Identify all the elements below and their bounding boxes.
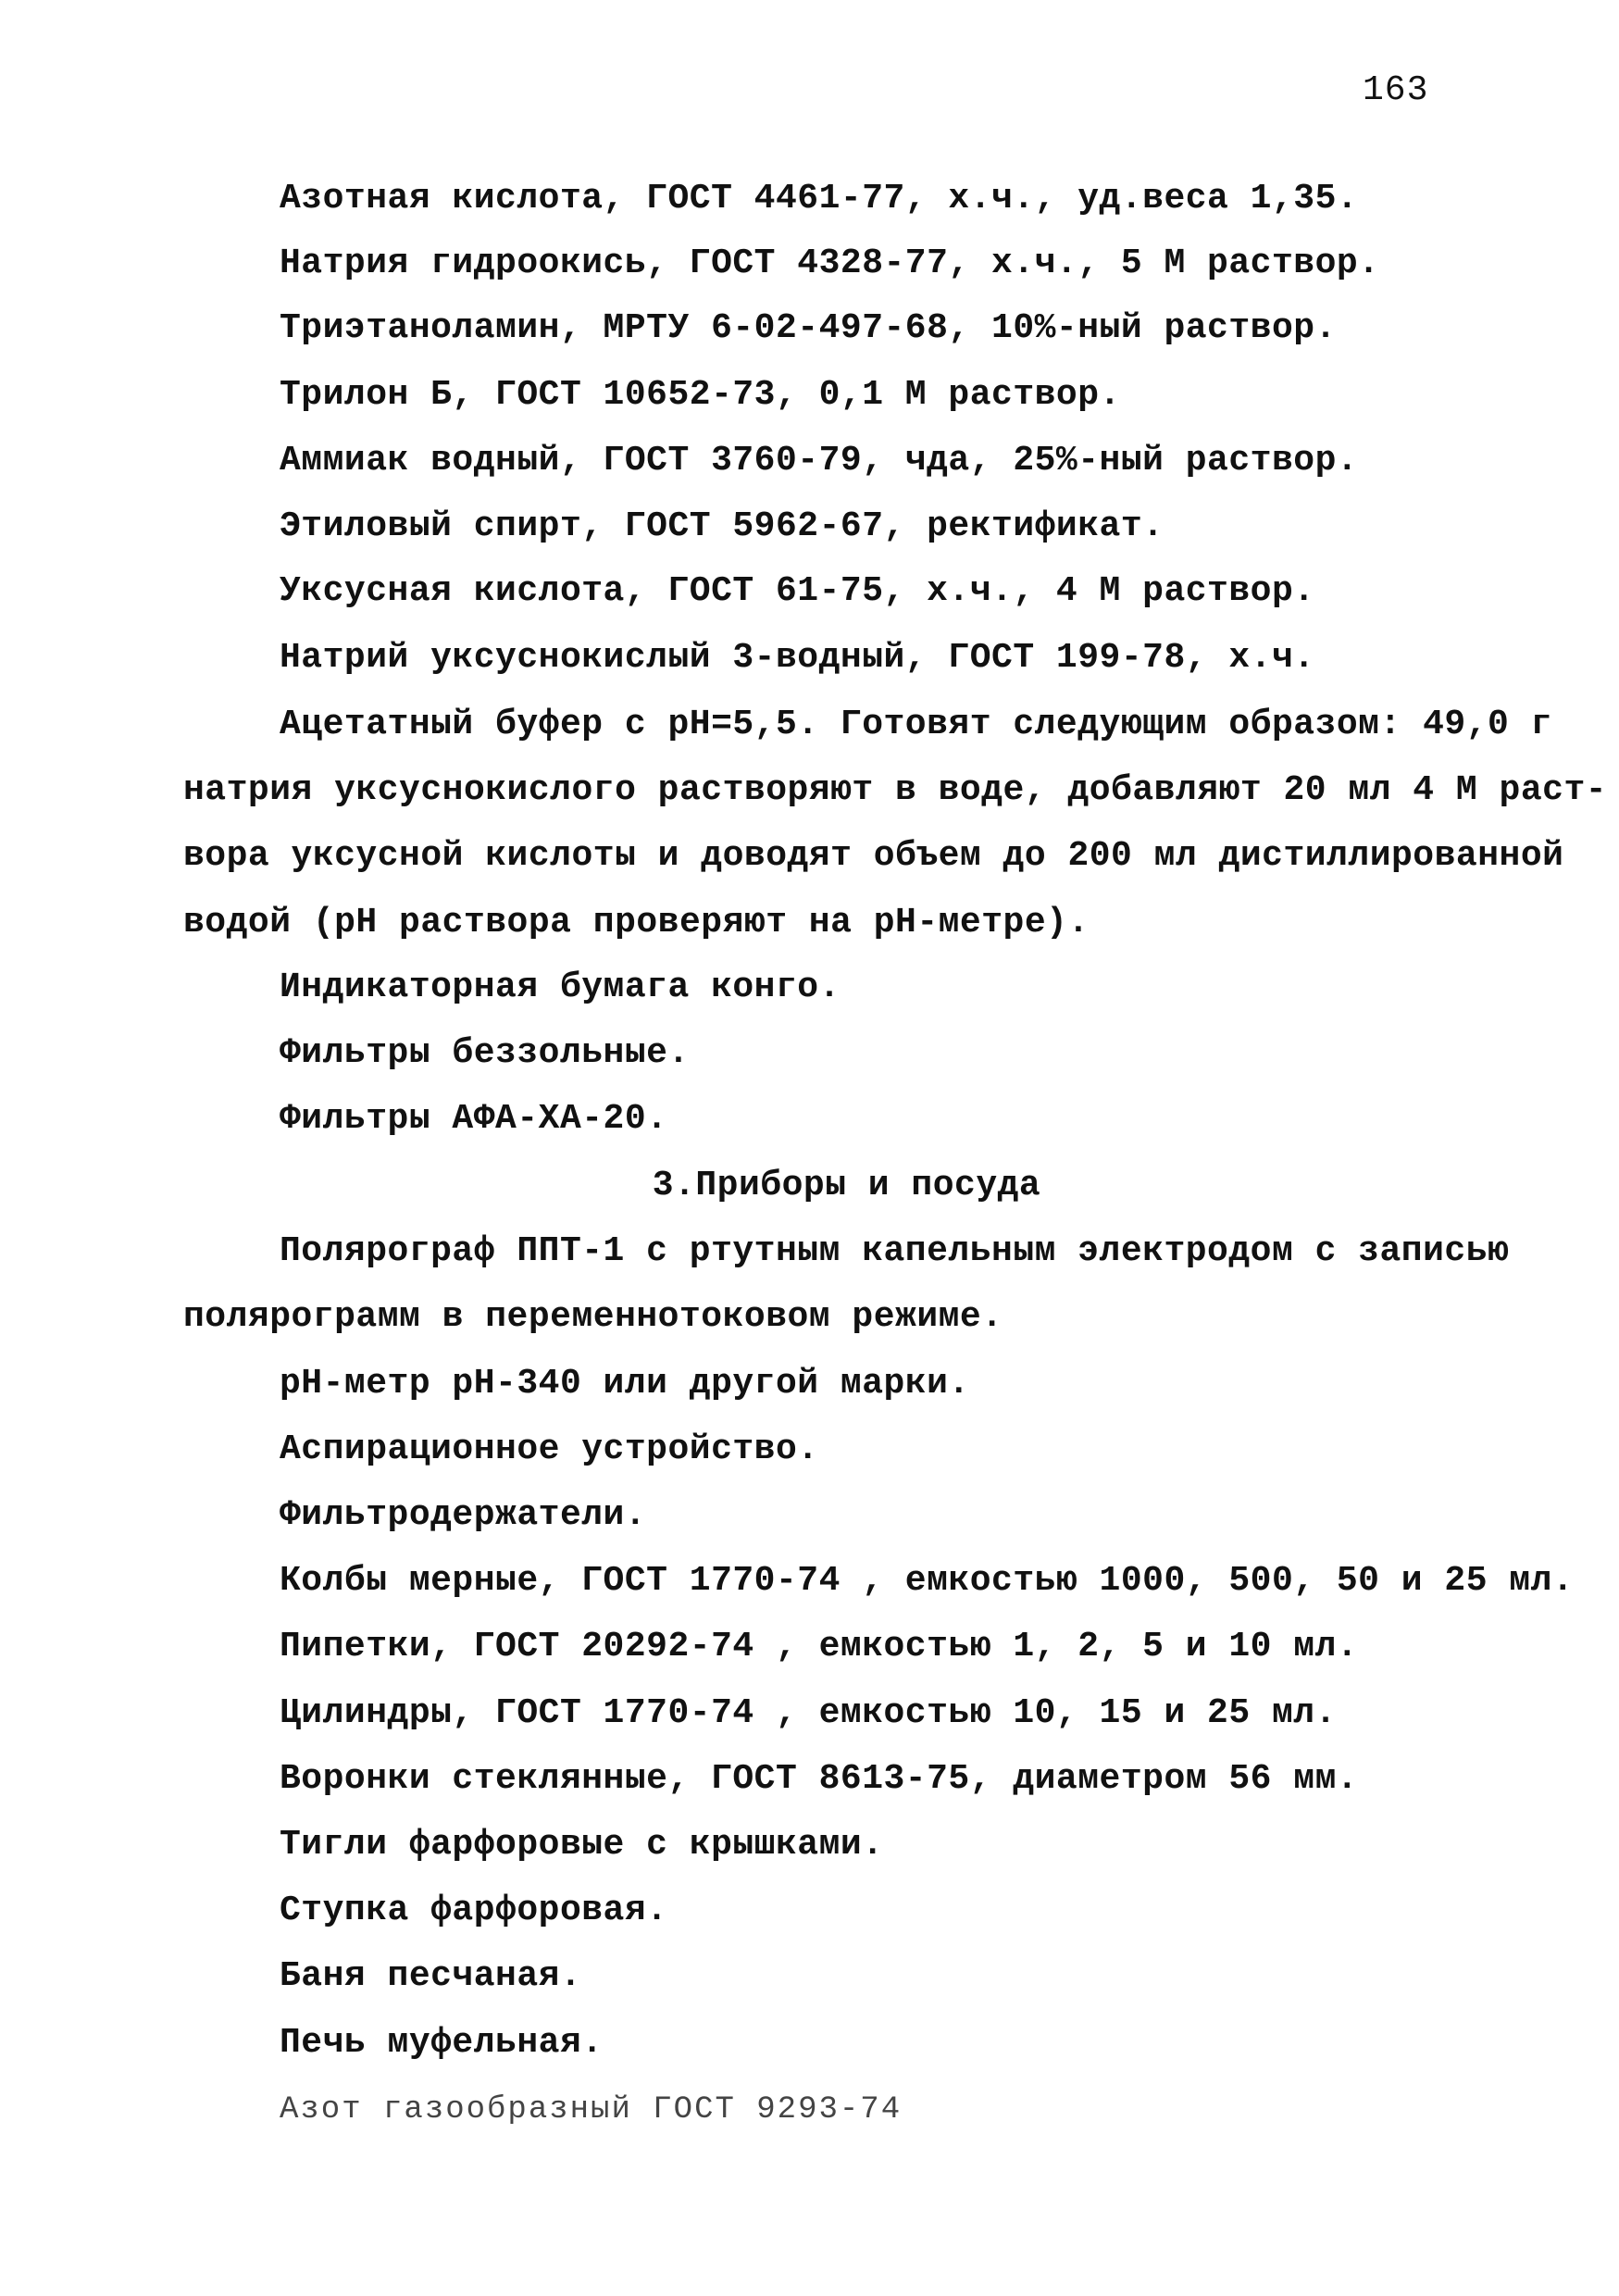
reagent-nitric-acid: Азотная кислота, ГОСТ 4461-77, х.ч., уд.веса 1,35. <box>280 179 1359 218</box>
equipment-sand-bath: Баня песчаная. <box>280 1956 582 1996</box>
polarograph-paragraph-line-2: полярограмм в переменнотоковом режиме. <box>183 1297 1003 1337</box>
nitrogen-gas-line: Азот газообразный ГОСТ 9293-74 <box>280 2092 903 2128</box>
reagent-ammonia: Аммиак водный, ГОСТ 3760-79, чда, 25%-ный раствор. <box>280 441 1359 480</box>
equipment-cylinders: Цилиндры, ГОСТ 1770-74 , емкостью 10, 15 и 25 мл. <box>280 1693 1337 1733</box>
reagent-ethanol: Этиловый спирт, ГОСТ 5962-67, ректификат. <box>280 506 1164 546</box>
material-afa-filters: Фильтры АФА-ХА-20. <box>280 1099 668 1139</box>
reagent-sodium-hydroxide: Натрия гидроокись, ГОСТ 4328-77, х.ч., 5 М раствор. <box>280 243 1380 283</box>
buffer-paragraph-line-2: натрия уксуснокислого растворяют в воде, добавляют 20 мл 4 М раст- <box>183 770 1608 810</box>
section-heading: 3.Приборы и посуда <box>652 1166 1041 1205</box>
equipment-volumetric-flasks: Колбы мерные, ГОСТ 1770-74 , емкостью 1000, 500, 50 и 25 мл. <box>280 1561 1575 1601</box>
reagent-sodium-acetate: Натрий уксуснокислый 3-водный, ГОСТ 199-78, х.ч. <box>280 638 1315 678</box>
equipment-glass-funnels: Воронки стеклянные, ГОСТ 8613-75, диаметром 56 мм. <box>280 1759 1359 1799</box>
reagent-acetic-acid: Уксусная кислота, ГОСТ 61-75, х.ч., 4 М раствор. <box>280 571 1315 611</box>
equipment-aspiration-device: Аспирационное устройство. <box>280 1429 819 1469</box>
material-ashless-filters: Фильтры беззольные. <box>280 1033 690 1073</box>
equipment-muffle-furnace: Печь муфельная. <box>280 2023 604 2063</box>
reagent-trilon-b: Трилон Б, ГОСТ 10652-73, 0,1 М раствор. <box>280 375 1121 415</box>
buffer-paragraph-line-4: водой (рН раствора проверяют на рН-метре). <box>183 903 1090 942</box>
equipment-pipettes: Пипетки, ГОСТ 20292-74 , емкостью 1, 2, 5 и 10 мл. <box>280 1627 1359 1666</box>
reagent-triethanolamine: Триэтаноламин, МРТУ 6-02-497-68, 10%-ный раствор. <box>280 308 1337 348</box>
equipment-ph-meter: рН-метр рН-340 или другой марки. <box>280 1364 970 1404</box>
equipment-porcelain-crucibles: Тигли фарфоровые с крышками. <box>280 1825 884 1865</box>
buffer-paragraph-line-3: вора уксусной кислоты и доводят объем до 200 мл дистиллированной <box>183 836 1564 876</box>
polarograph-paragraph-line-1: Полярограф ППТ-1 с ртутным капельным электродом с записью <box>280 1231 1510 1271</box>
material-congo-paper: Индикаторная бумага конго. <box>280 967 841 1007</box>
equipment-porcelain-mortar: Ступка фарфоровая. <box>280 1890 668 1930</box>
page-number: 163 <box>1363 70 1429 110</box>
equipment-filter-holders: Фильтродержатели. <box>280 1495 647 1535</box>
buffer-paragraph-line-1: Ацетатный буфер с рН=5,5. Готовят следующим образом: 49,0 г <box>280 705 1552 744</box>
